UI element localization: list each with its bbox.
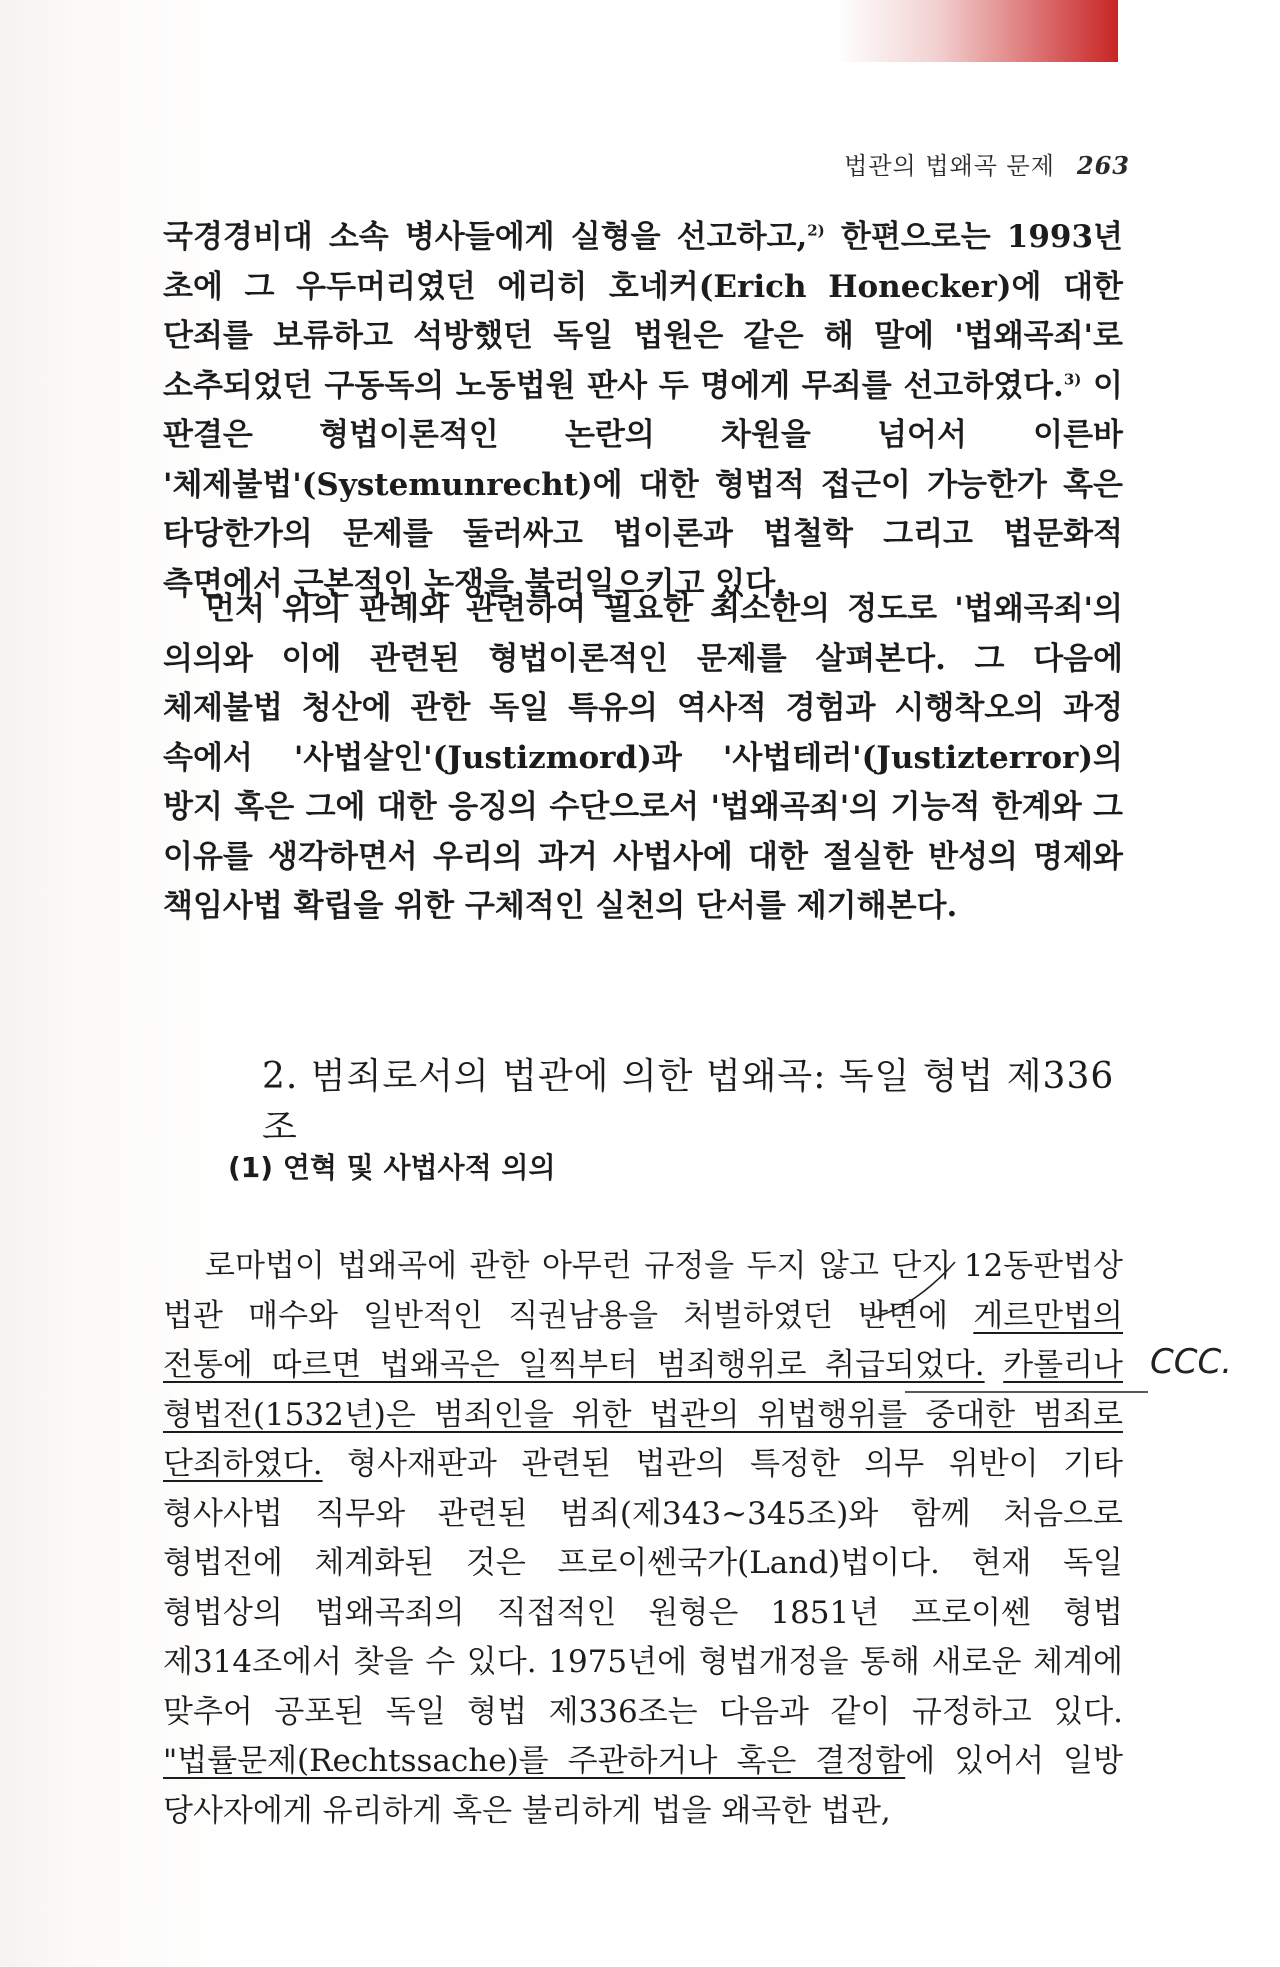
- para3-text-e: 형사재판과 관련된 법관의 특정한 의무 위반이 기타 형사사법 직무와 관련된 범죄(제343~345조)와 함께 처음으로 형법전에 체계화된 것은 프로이쎈국가(Land)법이다. 현재 독일 형법상의 법왜곡죄의 직접적인 원형은 1851년 프로이쎈 형법 제314조에서 찾을 수 있다. 1975년에 형법개정을 통해 새로운 체계에 맞추어 공포된 독일 형법 제336조는 다음과 같이 규정하고 있다.: [163, 1446, 1123, 1730]
- para3-text-a: 로마법이 법왜곡에 관한 아무런 규정을 두지 않고 단지 12동판법상 법관 매수와 일반적인 직권남용을 처벌하였던 반면에: [163, 1248, 1123, 1334]
- para1-text-b: 한편으로는 1993년 초에 그 우두머리였던 에리히 호네커(Erich Honecker)에 대한 단죄를 보류하고 석방했던 독일 법원은 같은 해 말에 '법왜곡죄'로 소추되었던 구동독의 노동법원 판사 두 명에게 무죄를 선고하였다.: [163, 219, 1123, 404]
- para3-space: [985, 1347, 1004, 1383]
- paragraph-2: 먼저 위의 판례와 관련하여 필요한 최소한의 정도로 '법왜곡죄'의 의의와 이에 관련된 형법이론적인 문제를 살펴본다. 그 다음에 체제불법 청산에 관한 독일 특유의 역사적 경험과 시행착오의 과정 속에서 '사법살인'(Justizmord)과 '사법테러'(Justizterror)의 방지 혹은 그에 대한 응징의 수단으로서 '법왜곡죄'의 기능적 한계와 그 이유를 생각하면서 우리의 과거 사법사에 대한 절실한 반성의 명제와 책임사법 확립을 위한 구체적인 실천의 단서를 제기해본다.: [163, 591, 1123, 924]
- section-title: 2. 범죄로서의 법관에 의한 법왜곡: 독일 형법 제336조: [262, 1056, 1115, 1148]
- footnote-marker-2[interactable]: 2): [807, 221, 825, 240]
- para1-text-a: 국경경비대 소속 병사들에게 실형을 선고하고,: [163, 219, 808, 255]
- para3-text-g: 에 있어서 일방 당사자에게 유리하게 혹은 불리하게 법을 왜곡한 법관,: [163, 1743, 1123, 1829]
- running-header: [770, 146, 1130, 181]
- underlined-passage-carolina: 카롤리나 형법전(1532년)은 범죄인을 위한 법관의 위법행위를 중대한 범죄로 단죄하였다.: [163, 1347, 1123, 1482]
- page-number: 263: [1076, 151, 1130, 180]
- running-title: 법관의 법왜곡 문제: [844, 152, 1055, 180]
- red-bookmark-strip: [836, 0, 1118, 62]
- subsection-title: (1) 연혁 및 사법사적 의의: [228, 1151, 556, 1184]
- paragraph-1: [163, 213, 1123, 609]
- paragraph-3: [163, 1242, 1123, 1836]
- footnote-marker-3[interactable]: 3): [1063, 370, 1082, 389]
- underlined-passage-germanic-law: 게르만법의 전통에 따르면 법왜곡은 일찍부터 범죄행위로 취급되었다.: [163, 1297, 1123, 1383]
- handwritten-margin-note: CCC.: [1150, 1342, 1233, 1382]
- para1-text-c: 이 판결은 형법이론적인 논란의 차원을 넘어서 이른바 '체제불법'(Systemunrecht)에 대한 형법적 접근이 가능한가 혹은 타당한가의 문제를 둘러싸고 법이론과 법철학 그리고 법문화적 측면에서 근본적인 논쟁을 불러일으키고 있다.: [163, 367, 1123, 602]
- underlined-passage-quote: "법률문제(Rechtssache)를 주관하거나 혹은 결정함: [163, 1743, 906, 1779]
